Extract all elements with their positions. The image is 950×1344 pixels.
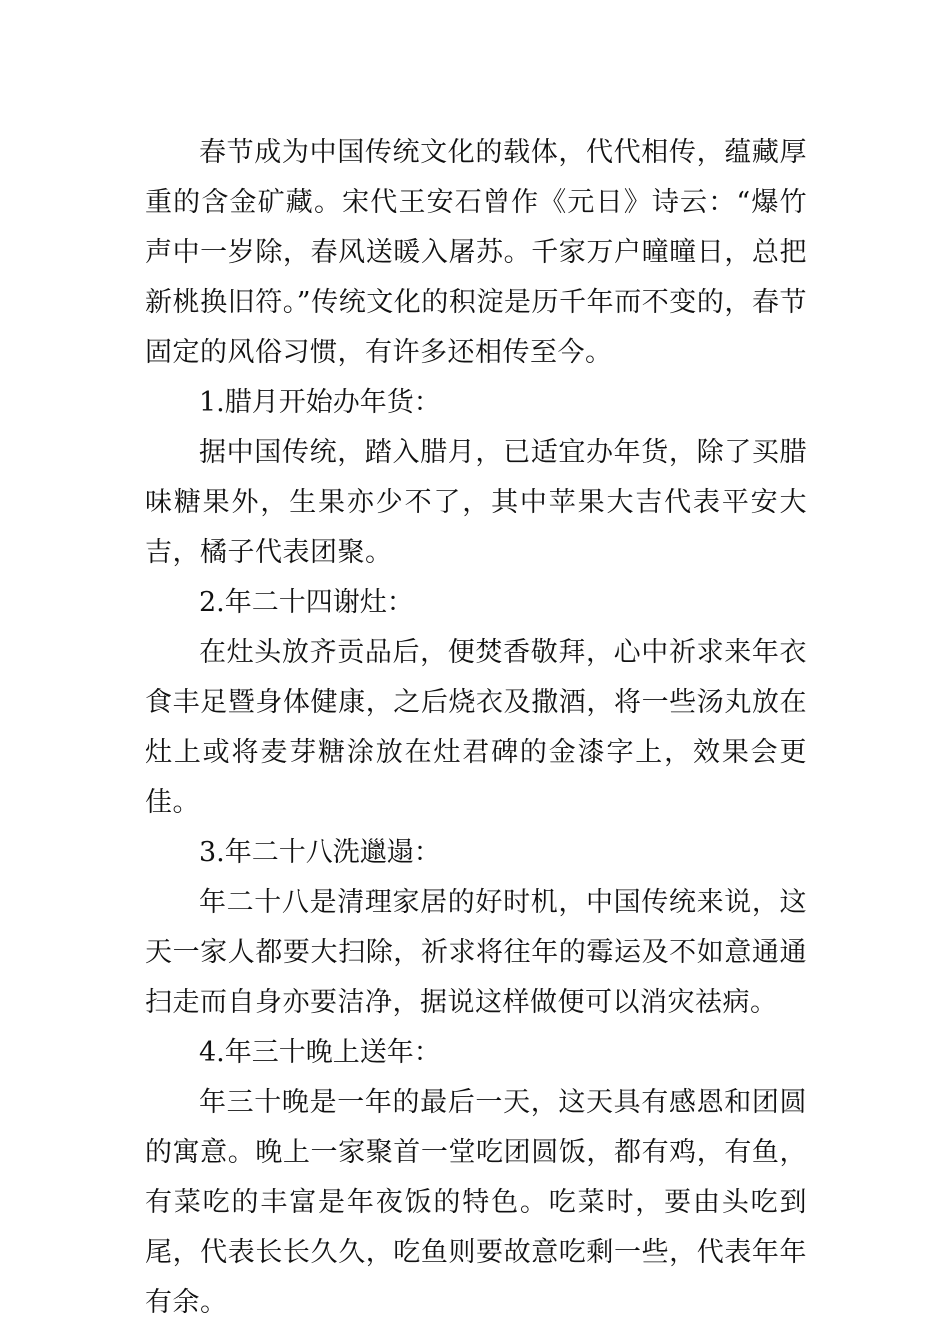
document-body	[145, 128, 807, 1328]
section-heading-2: 2.年二十四谢灶：	[199, 587, 414, 618]
section-paragraph-2: 在灶头放齐贡品后，便焚香敬拜，心中祈求来年衣食丰足暨身体健康，之后烧衣及撒酒，将一些汤丸放在灶上或将麦芽糖涂放在灶君碑的金漆字上，效果会更佳。	[145, 637, 807, 818]
section-paragraph-4: 年三十晚是一年的最后一天，这天具有感恩和团圆的寓意。晚上一家聚首一堂吃团圆饭，都有鸡，有鱼，有菜吃的丰富是年夜饭的特色。吃菜时，要由头吃到尾，代表长长久久，吃鱼则要故意吃剩一些，代表年年有余。	[145, 1087, 807, 1318]
section-heading-4: 4.年三十晚上送年：	[199, 1037, 441, 1068]
section-paragraph-1: 据中国传统，踏入腊月，已适宜办年货，除了买腊味糖果外，生果亦少不了，其中苹果大吉代表平安大吉，橘子代表团聚。	[145, 437, 807, 568]
section-heading-1: 1.腊月开始办年货：	[199, 387, 441, 418]
section-heading-3: 3.年二十八洗邋遢：	[199, 837, 441, 868]
section-paragraph-3: 年二十八是清理家居的好时机，中国传统来说，这天一家人都要大扫除，祈求将往年的霉运及不如意通通扫走而自身亦要洁净，据说这样做便可以消灾祛病。	[145, 887, 807, 1018]
intro-paragraph: 春节成为中国传统文化的载体，代代相传，蕴藏厚重的含金矿藏。宋代王安石曾作《元日》诗云：“爆竹声中一岁除，春风送暖入屠苏。千家万户曈曈日，总把新桃换旧符。”传统文化的积淀是历千年而不变的，春节固定的风俗习惯，有许多还相传至今。	[145, 137, 807, 368]
